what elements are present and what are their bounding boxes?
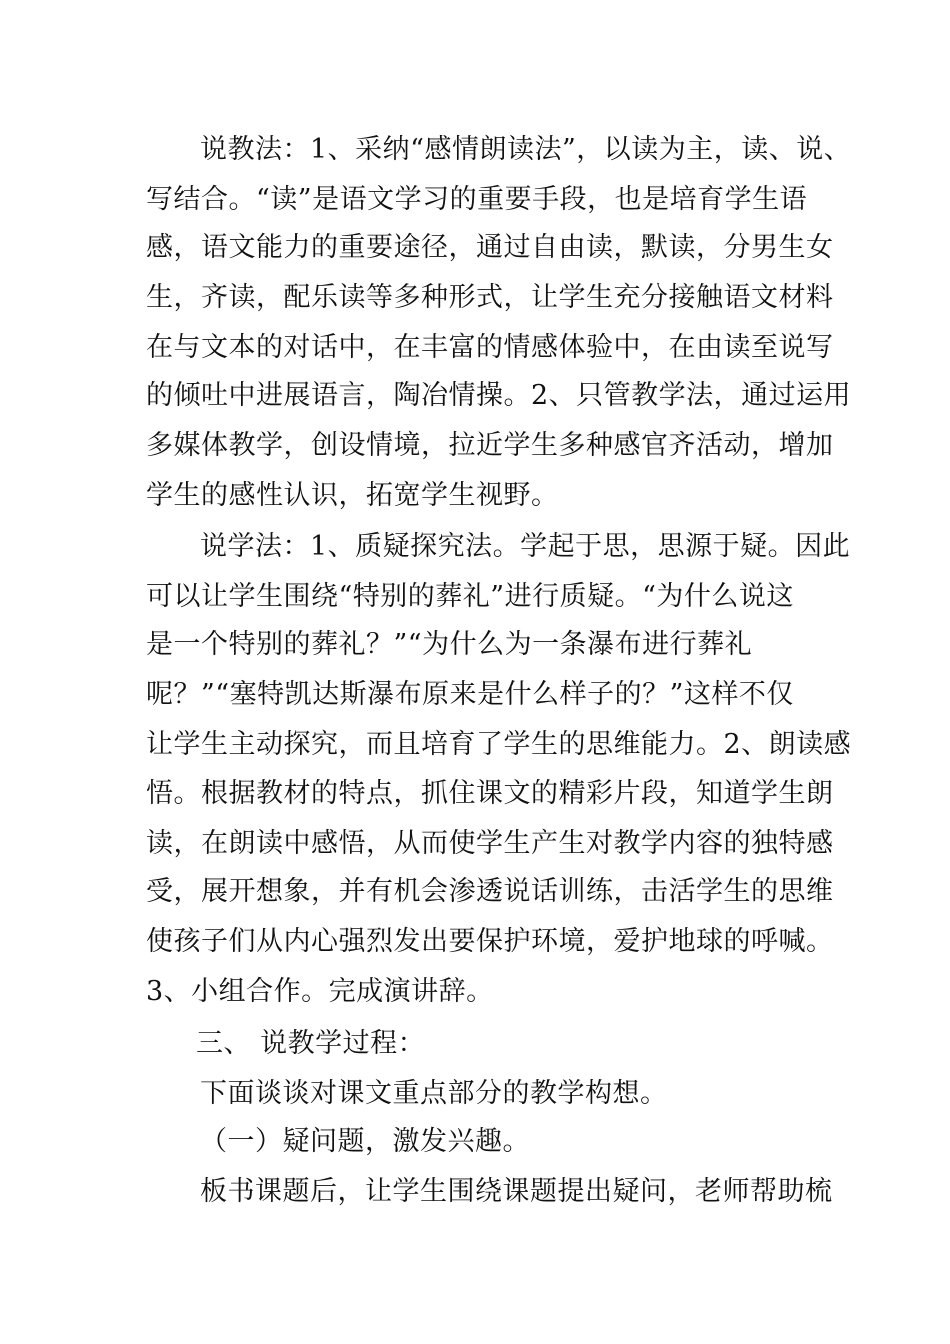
text-line-20: 下面谈谈对课文重点部分的教学构想。 — [200, 1078, 668, 1109]
text-line-6: 的倾吐中进展语言，陶冶情操。2、只管教学法，通过运用 — [146, 380, 852, 411]
text-line-17: 使孩子们从内心强烈发出要保护环境，爱护地球的呼喊。 — [146, 926, 834, 957]
section-heading: 三、 说教学过程： — [196, 1028, 426, 1059]
text-line-22: 板书课题后，让学生围绕课题提出疑问，老师帮助梳 — [200, 1176, 833, 1207]
text-line-14: 悟。根据教材的特点，抓住课文的精彩片段，知道学生朗 — [146, 778, 834, 809]
text-line-13: 让学生主动探究，而且培育了学生的思维能力。2、朗读感 — [146, 729, 852, 760]
text-line-10: 可以让学生围绕“特别的葬礼”进行质疑。“为什么说这 — [146, 581, 794, 612]
text-line-5: 在与文本的对话中，在丰富的情感体验中，在由读至说写 — [146, 332, 834, 363]
text-line-7: 多媒体教学，创设情境，拉近学生多种感官齐活动，增加 — [146, 430, 834, 461]
text-line-16: 受，展开想象，并有机会渗透说话训练，击活学生的思维 — [146, 876, 834, 907]
text-line-18: 3、小组合作。完成演讲辞。 — [146, 976, 494, 1007]
text-line-4: 生，齐读，配乐读等多种形式，让学生充分接触语文材料 — [146, 282, 834, 313]
text-line-15: 读，在朗读中感悟，从而使学生产生对教学内容的独特感 — [146, 828, 834, 859]
text-line-11: 是一个特别的葬礼？”“为什么为一条瀑布进行葬礼 — [146, 629, 753, 660]
text-line-12: 呢？”“塞特凯达斯瀑布原来是什么样子的？”这样不仅 — [146, 679, 794, 710]
text-line-2: 写结合。“读”是语文学习的重要手段，也是培育学生语 — [146, 184, 808, 215]
text-line-8: 学生的感性认识，拓宽学生视野。 — [146, 480, 559, 511]
text-line-9: 说学法：1、质疑探究法。学起于思，思源于疑。因此 — [200, 531, 851, 562]
subsection-heading: （一）疑问题，激发兴趣。 — [200, 1126, 530, 1157]
text-line-3: 感，语文能力的重要途径，通过自由读，默读，分男生女 — [146, 232, 834, 263]
text-line-1: 说教法：1、采纳“感情朗读法”，以读为主，读、说、 — [200, 134, 852, 165]
